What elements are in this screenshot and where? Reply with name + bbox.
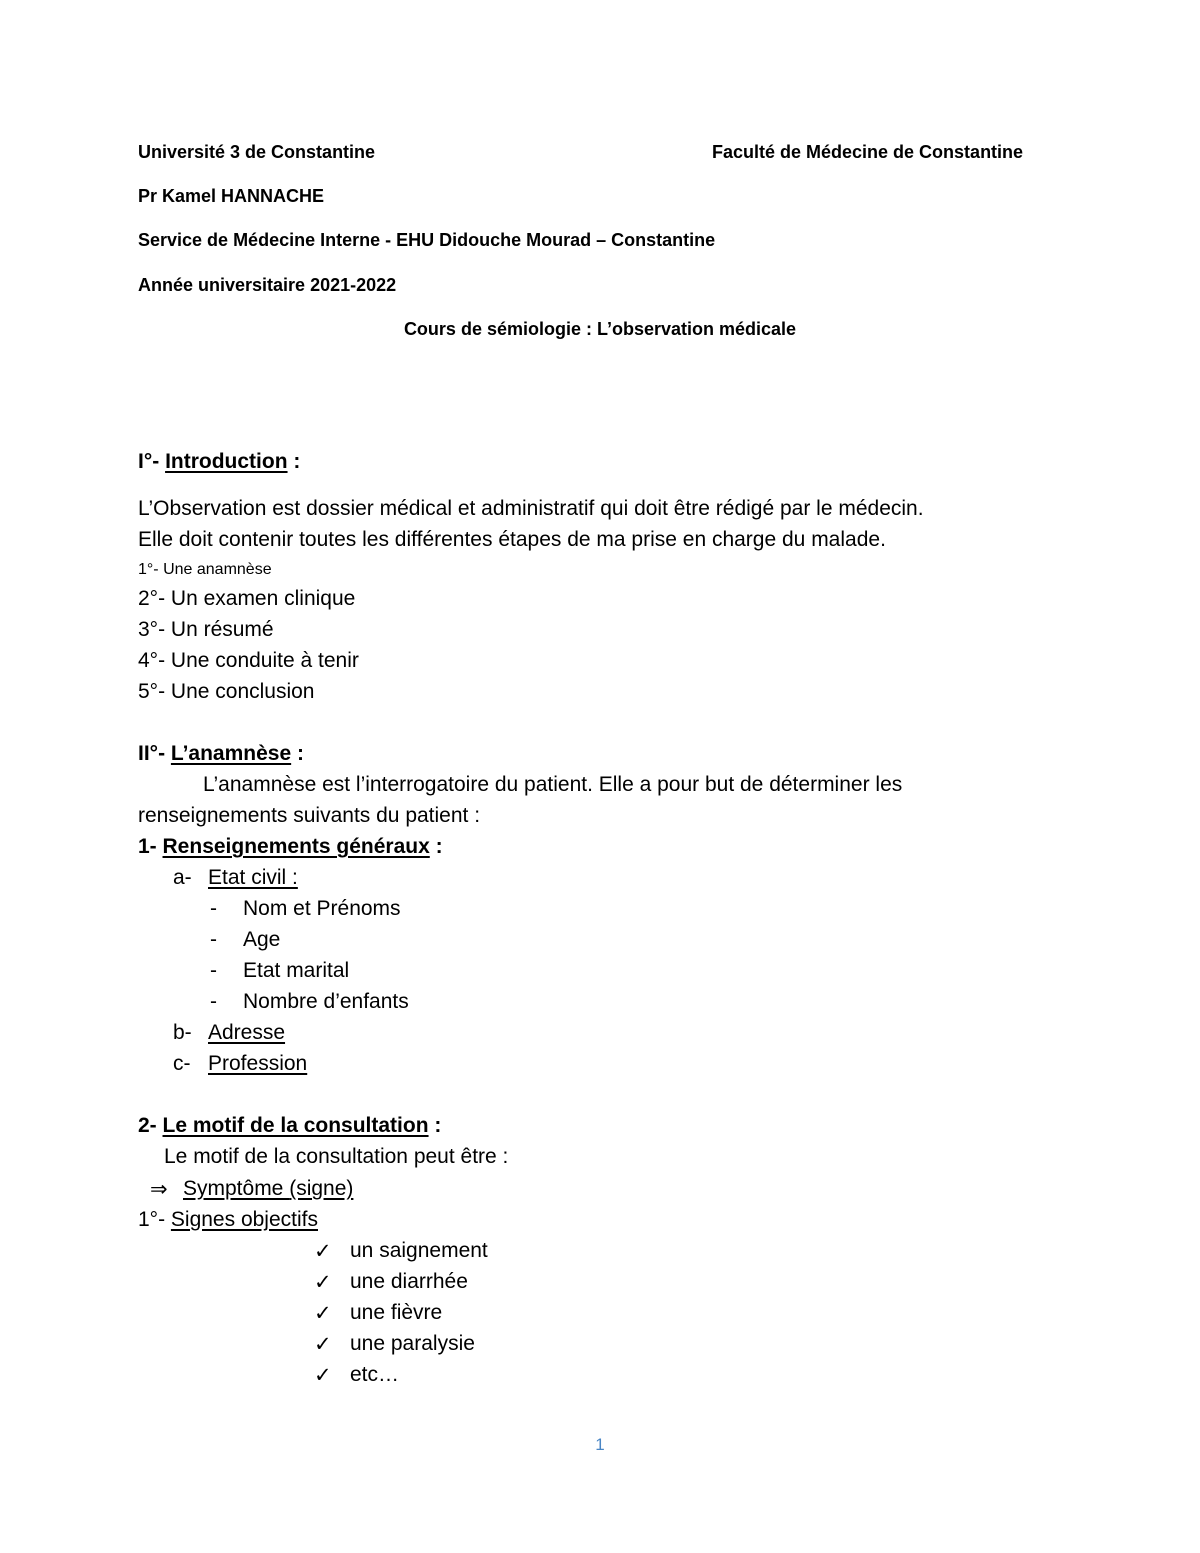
section-number: II°- (138, 742, 171, 765)
etat-civil-item: Age (243, 928, 281, 951)
etat-civil-label: Etat civil : (208, 866, 298, 889)
etat-civil-item: Etat marital (243, 959, 350, 982)
profession-label: Profession (208, 1052, 308, 1075)
intro-paragraph-2: Elle doit contenir toutes les différentes étapes de ma prise en charge du malade. (138, 528, 886, 551)
subsection-motif-heading (138, 1114, 441, 1138)
subsection-number: 1- (138, 835, 163, 858)
list-marker-c: c- (173, 1052, 191, 1075)
page-number: 1 (595, 1435, 605, 1454)
dash-bullet: - (210, 928, 217, 951)
signe-label: (signe) (289, 1177, 354, 1200)
section-colon: : (291, 742, 304, 765)
objective-sign-item: etc… (350, 1363, 400, 1386)
anamnese-paragraph-2: renseignements suivants du patient : (138, 804, 481, 827)
course-title: Cours de sémiologie : L’observation médicale (403, 319, 797, 339)
objective-signs-heading (138, 1208, 318, 1232)
etat-civil-item: Nom et Prénoms (243, 897, 401, 920)
list-marker-a: a- (173, 866, 192, 889)
symptom-line (183, 1177, 353, 1201)
step-item: 3°- Un résumé (138, 618, 274, 641)
objective-sign-item: une fièvre (350, 1301, 443, 1324)
objective-sign-item: un saignement (350, 1239, 488, 1262)
symptom-label: Symptôme (183, 1177, 290, 1200)
subsection-colon: : (429, 835, 443, 858)
etat-civil-item: Nombre d’enfants (243, 990, 409, 1013)
adresse-label: Adresse (208, 1021, 286, 1044)
anamnese-paragraph-1: L’anamnèse est l’interrogatoire du patient. Elle a pour but de déterminer les (203, 773, 903, 796)
implies-arrow-icon: ⇒ (150, 1178, 168, 1201)
subsection-colon: : (428, 1114, 442, 1137)
checkmark-icon: ✓ (314, 1333, 332, 1356)
section-title: L’anamnèse (170, 742, 292, 765)
step-item: 1°- Une anamnèse (138, 561, 272, 578)
motif-intro: Le motif de la consultation peut être : (164, 1145, 509, 1168)
list-marker-b: b- (173, 1021, 192, 1044)
intro-paragraph-1: L’Observation est dossier médical et administratif qui doit être rédigé par le médecin. (138, 497, 924, 520)
section-number: I°- (138, 450, 166, 473)
objective-signs-title: Signes objectifs (170, 1208, 318, 1231)
university-name: Université 3 de Constantine (138, 142, 376, 162)
objective-signs-number: 1°- (138, 1208, 171, 1231)
step-item: 5°- Une conclusion (138, 680, 315, 703)
section-colon: : (287, 450, 301, 473)
step-item: 2°- Un examen clinique (138, 587, 356, 610)
subsection-general-info-heading (138, 835, 443, 859)
checkmark-icon: ✓ (314, 1271, 332, 1294)
subsection-number: 2- (138, 1114, 163, 1137)
objective-sign-item: une paralysie (350, 1332, 475, 1355)
checkmark-icon: ✓ (314, 1302, 332, 1325)
step-item: 4°- Une conduite à tenir (138, 649, 359, 672)
section-anamnese-heading (138, 742, 304, 766)
checkmark-icon: ✓ (314, 1240, 332, 1263)
subsection-title: Renseignements généraux (162, 835, 430, 858)
section-introduction-heading (138, 450, 300, 474)
academic-year: Année universitaire 2021-2022 (138, 275, 397, 295)
section-title: Introduction (165, 450, 288, 473)
dash-bullet: - (210, 990, 217, 1013)
subsection-title: Le motif de la consultation (162, 1114, 429, 1137)
faculty-name: Faculté de Médecine de Constantine (712, 142, 1024, 162)
objective-sign-item: une diarrhée (350, 1270, 468, 1293)
checkmark-icon: ✓ (314, 1364, 332, 1387)
dash-bullet: - (210, 897, 217, 920)
professor-name: Pr Kamel HANNACHE (138, 186, 325, 206)
service-name: Service de Médecine Interne - EHU Didouche Mourad – Constantine (138, 230, 716, 250)
dash-bullet: - (210, 959, 217, 982)
